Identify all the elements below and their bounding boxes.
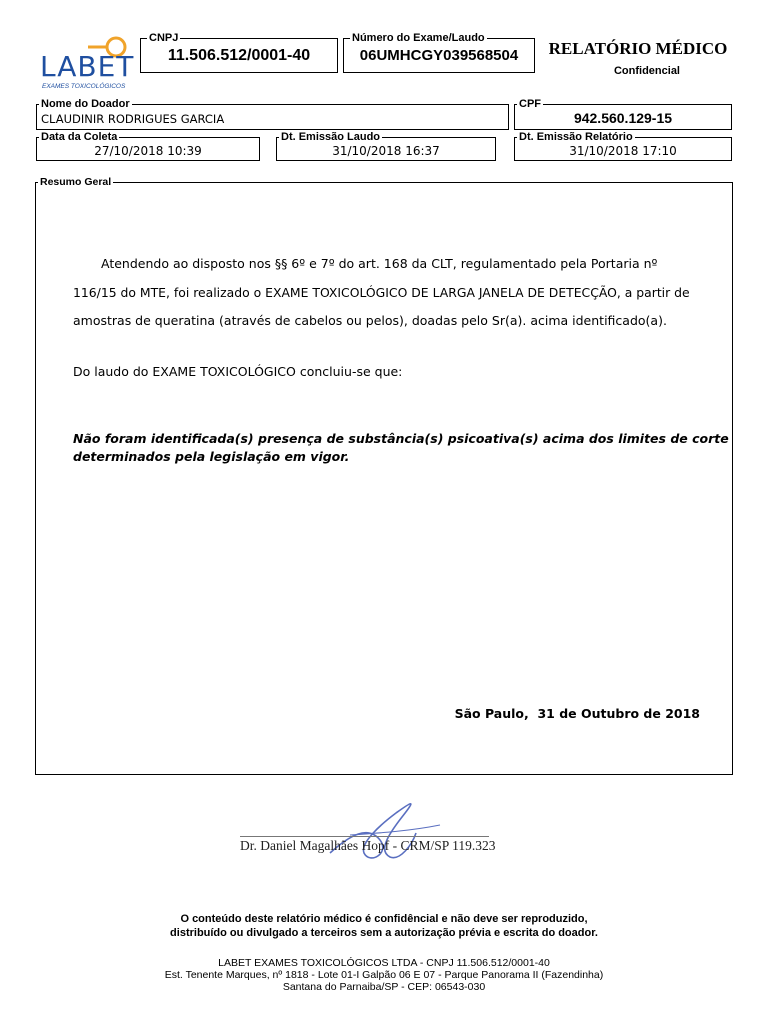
conclusion-intro: Do laudo do EXAME TOXICOLÓGICO concluiu-se que:: [73, 364, 403, 379]
conclusion-line-1: Não foram identificada(s) presença de substância(s) psicoativa(s) acima dos limites de corte: [73, 431, 729, 446]
report-issue-date-box: [276, 131, 496, 161]
cnpj-box: [140, 32, 338, 73]
collection-date-box: [36, 131, 260, 161]
cnpj-value: 11.506.512/0001-40: [167, 47, 311, 64]
exam-number-value: 06UMHCGY039568504: [359, 47, 519, 64]
relatorio-issue-date-box: [514, 131, 732, 161]
summary-label: Resumo Geral: [40, 176, 112, 188]
signature-name: Dr. Daniel Magalhães Hopf - CRM/SP 119.323: [240, 838, 496, 853]
signature-scribble: [320, 795, 490, 875]
logo-name: LABET: [40, 50, 135, 83]
report-title: RELATÓRIO MÉDICO: [548, 39, 728, 58]
paragraph-line-1: Atendendo ao disposto nos §§ 6º e 7º do art. 168 da CLT, regulamentado pela Portaria nº: [101, 256, 658, 271]
conclusion-line-2: determinados pela legislação em vigor.: [73, 449, 350, 464]
report-issue-date-label: Dt. Emissão Laudo: [281, 131, 381, 143]
cnpj-label: CNPJ: [149, 32, 179, 44]
signature-line: [240, 836, 489, 837]
donor-name-label: Nome do Doador: [41, 98, 130, 110]
report-issue-date-value: 31/10/2018 16:37: [332, 144, 440, 158]
exam-number-label: Número do Exame/Laudo: [352, 32, 485, 44]
cpf-value: 942.560.129-15: [573, 110, 673, 126]
company-line-3: Santana do Parnaiba/SP - CEP: 06543-030: [282, 981, 486, 993]
place-date: São Paulo, 31 de Outubro de 2018: [454, 706, 700, 721]
donor-name-value: CLAUDINIR RODRIGUES GARCIA: [41, 112, 225, 126]
company-line-1: LABET EXAMES TOXICOLÓGICOS LTDA - CNPJ 11.506.512/0001-40: [218, 957, 550, 969]
cpf-label: CPF: [519, 98, 541, 110]
logo-tagline: EXAMES TOXICOLÓGICOS: [42, 83, 126, 90]
collection-date-label: Data da Coleta: [41, 131, 118, 143]
confidential-notice-line-2: distribuído ou divulgado a terceiros sem a autorização prévia e escrita do doador.: [170, 927, 598, 939]
report-subtitle: Confidencial: [613, 65, 680, 77]
relatorio-issue-date-label: Dt. Emissão Relatório: [519, 131, 633, 143]
collection-date-value: 27/10/2018 10:39: [94, 144, 202, 158]
relatorio-issue-date-value: 31/10/2018 17:10: [569, 144, 677, 158]
company-line-2: Est. Tenente Marques, nº 1818 - Lote 01-I Galpão 06 E 07 - Parque Panorama II (Fazendinha): [164, 969, 604, 981]
donor-name-box: [36, 98, 509, 130]
cpf-box: [514, 98, 732, 130]
confidential-notice-line-1: O conteúdo deste relatório médico é confidêncial e não deve ser reproduzido,: [180, 913, 588, 925]
paragraph-line-2: 116/15 do MTE, foi realizado o EXAME TOXICOLÓGICO DE LARGA JANELA DE DETECÇÃO, a partir de: [73, 285, 690, 300]
labet-logo: [40, 36, 135, 92]
exam-number-box: [343, 32, 535, 73]
paragraph-line-3: amostras de queratina (através de cabelos ou pelos), doadas pelo Sr(a). acima identificado(a).: [73, 313, 667, 328]
